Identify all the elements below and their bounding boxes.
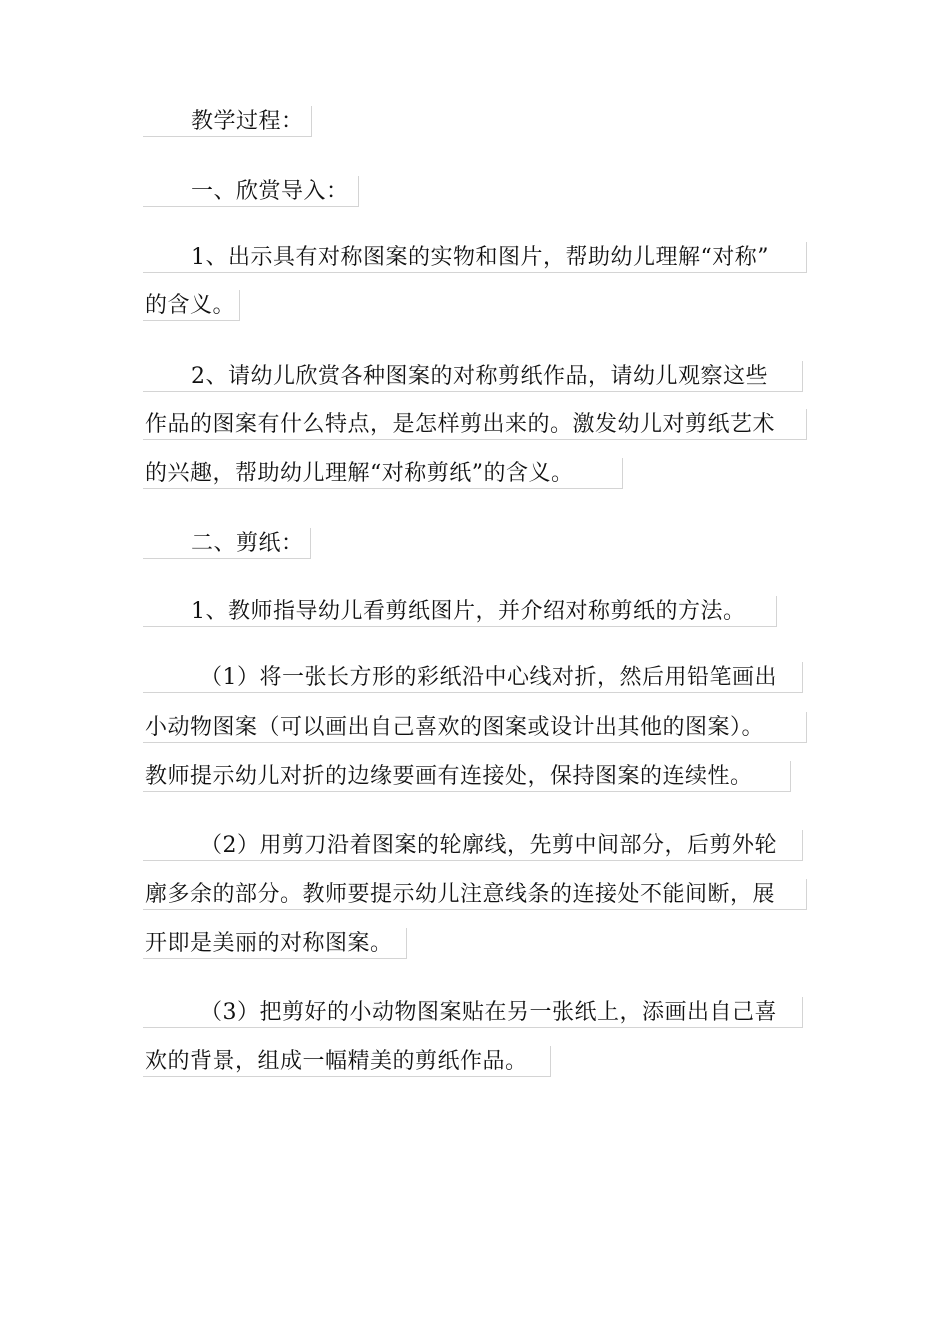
paragraph-line: [143, 712, 807, 743]
section2-step1-line3: 教师提示幼儿对折的边缘要画有连接处，保持图案的连续性。: [145, 764, 753, 789]
paragraph-line: [143, 997, 803, 1028]
section2-item1: 1、教师指导幼儿看剪纸图片，并介绍对称剪纸的方法。: [191, 599, 746, 624]
paragraph-line: [143, 242, 807, 273]
paragraph-line: [143, 928, 407, 959]
paragraph-line: [143, 361, 803, 392]
section1-item2-line2: 作品的图案有什么特点，是怎样剪出来的。激发幼儿对剪纸艺术: [145, 412, 776, 437]
section1-title: 一、欣赏导入：: [191, 179, 349, 204]
section2-step1-line1: （1）将一张长方形的彩纸沿中心线对折，然后用铅笔画出: [200, 665, 777, 690]
paragraph-line: [143, 290, 240, 321]
section1-item2-line1: 2、请幼儿欣赏各种图案的对称剪纸作品，请幼儿观察这些: [191, 364, 768, 389]
section2-title: 二、剪纸：: [191, 531, 304, 556]
section1-item2-line3: 的兴趣，帮助幼儿理解“对称剪纸”的含义。: [145, 461, 574, 486]
paragraph-line: [143, 662, 803, 693]
section2-title-line: [143, 528, 311, 559]
section2-step1-line2: 小动物图案（可以画出自己喜欢的图案或设计出其他的图案）。: [145, 715, 765, 740]
paragraph-line: [143, 409, 807, 440]
section1-item1-line2: 的含义。: [145, 293, 236, 318]
section2-step3-line1: （3）把剪好的小动物图案贴在另一张纸上，添画出自己喜: [200, 1000, 777, 1025]
paragraph-line: [143, 596, 777, 627]
section2-step3-line2: 欢的背景，组成一幅精美的剪纸作品。: [145, 1049, 528, 1074]
paragraph-line: [143, 1046, 551, 1077]
paragraph-line: [143, 761, 791, 792]
paragraph-line: [143, 458, 623, 489]
paragraph-line: [143, 879, 807, 910]
section2-step2-line2: 廓多余的部分。教师要提示幼儿注意线条的连接处不能间断，展: [145, 882, 776, 907]
paragraph-line: [143, 830, 803, 861]
heading-text: 教学过程：: [191, 109, 304, 134]
section2-step2-line1: （2）用剪刀沿着图案的轮廓线，先剪中间部分，后剪外轮: [200, 833, 777, 858]
section1-item1-line1: 1、出示具有对称图案的实物和图片，帮助幼儿理解“对称”: [191, 245, 769, 270]
section2-step2-line3: 开即是美丽的对称图案。: [145, 931, 393, 956]
heading-line: [143, 106, 312, 137]
section1-title-line: [143, 176, 359, 207]
